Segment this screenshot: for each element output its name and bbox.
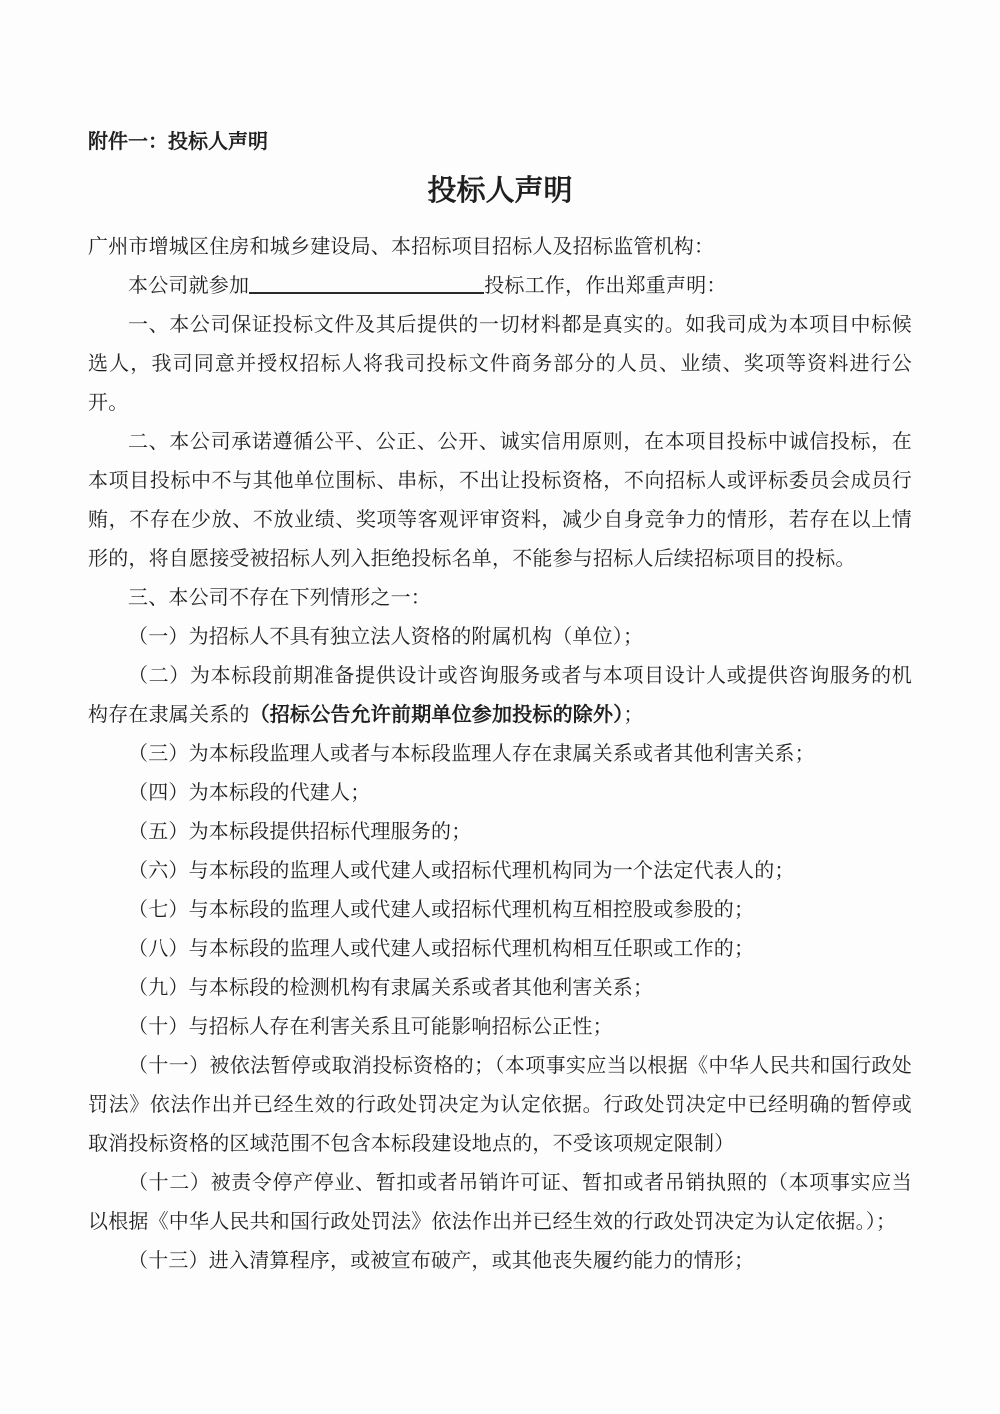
clause-3 (88, 579, 912, 618)
text-segment: 一、本公司保证投标文件及其后提供的一切材料都是真实的。如我司成为本项目中标候选人，我司同意并授权招标人将我司投标文件商务部分的人员、业绩、奖项等资料进行公开。 (88, 314, 912, 415)
item-2 (88, 657, 912, 735)
item-6 (88, 852, 912, 891)
text-segment: （十一）被依法暂停或取消投标资格的；（本项事实应当以根据《中华人民共和国行政处罚法》依法作出并已经生效的行政处罚决定为认定依据。行政处罚决定中已经明确的暂停或取消投标资格的区域范围不包含本标段建设地点的，不受该项规定限制） (88, 1055, 912, 1156)
clause-2 (88, 423, 912, 579)
item-8 (88, 930, 912, 969)
item-13 (88, 1242, 912, 1281)
document-title: 投标人声明 (427, 175, 573, 207)
salutation (88, 228, 912, 267)
text-segment: （十）与招标人存在利害关系且可能影响招标公正性； (128, 1016, 613, 1039)
text-segment: 本公司就参加 (128, 275, 250, 298)
item-9 (88, 969, 912, 1008)
item-12 (88, 1164, 912, 1242)
item-5 (88, 813, 912, 852)
text-segment: （四）为本标段的代建人； (128, 782, 371, 805)
item-7 (88, 891, 912, 930)
text-segment: （十二）被责令停产停业、暂扣或者吊销许可证、暂扣或者吊销执照的（本项事实应当以根据《中华人民共和国行政处罚法》依法作出并已经生效的行政处罚决定为认定依据。）； (88, 1172, 912, 1234)
text-segment: （二）为本标段前期准备提供设计或咨询服务或者与本项目设计人或提供咨询服务的机构存在隶属关系的 (88, 665, 912, 727)
bold-text-segment: （招标公告允许前期单位参加投标的除外） (249, 704, 624, 727)
text-segment: （一）为招标人不具有独立法人资格的附属机构（单位）； (128, 626, 644, 649)
text-segment: 二、本公司承诺遵循公平、公正、公开、诚实信用原则，在本项目投标中诚信投标，在本项目投标中不与其他单位围标、串标，不出让投标资格，不向招标人或评标委员会成员行贿，不存在少放、不放业绩、奖项等客观评审资料，减少自身竞争力的情形，若存在以上情形的，将自愿接受被招标人列入拒绝投标名单，不能参与招标人后续招标项目的投标。 (88, 431, 912, 571)
clause-1 (88, 306, 912, 423)
item-4 (88, 774, 912, 813)
fill-in-blank-underline (249, 273, 484, 294)
text-segment: （五）为本标段提供招标代理服务的； (128, 821, 472, 844)
item-11 (88, 1047, 912, 1164)
attachment-label: 附件一：投标人声明 (88, 131, 268, 153)
text-segment: 广州市增城区住房和城乡建设局、本招标项目招标人及招标监管机构： (88, 236, 715, 259)
item-3 (88, 735, 912, 774)
text-segment: （十三）进入清算程序，或被宣布破产，或其他丧失履约能力的情形； (128, 1250, 755, 1273)
text-segment: （九）与本标段的检测机构有隶属关系或者其他利害关系； (128, 977, 654, 1000)
document-body (88, 228, 912, 1281)
item-1 (88, 618, 912, 657)
text-segment: 三、本公司不存在下列情形之一： (128, 587, 431, 610)
text-segment: 投标工作，作出郑重声明： (484, 275, 727, 298)
text-segment: （八）与本标段的监理人或代建人或招标代理机构相互任职或工作的； (128, 938, 755, 961)
item-10 (88, 1008, 912, 1047)
text-segment: （三）为本标段监理人或者与本标段监理人存在隶属关系或者其他利害关系； (128, 743, 815, 766)
declaration-intro (88, 267, 912, 306)
text-segment: ； (623, 704, 644, 727)
text-segment: （六）与本标段的监理人或代建人或招标代理机构同为一个法定代表人的； (128, 860, 795, 883)
text-segment: （七）与本标段的监理人或代建人或招标代理机构互相控股或参股的； (128, 899, 755, 922)
